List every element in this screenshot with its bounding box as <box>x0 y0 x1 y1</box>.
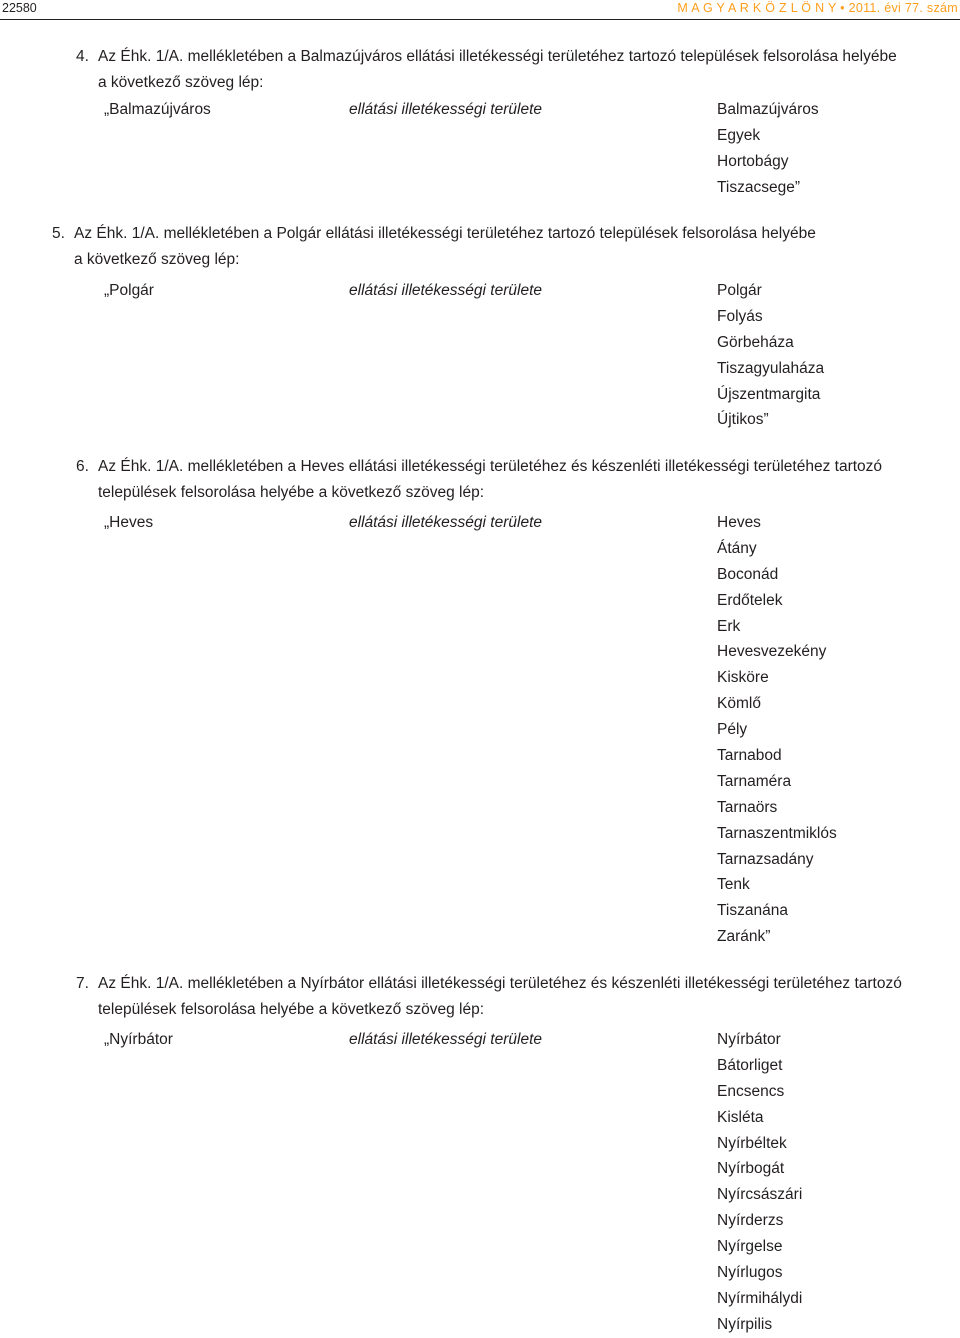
town-item: Zaránk” <box>717 928 771 946</box>
town-item: Hortobágy <box>717 152 789 170</box>
section-text: Az Éhk. 1/A. mellékletében a Balmazújváros ellátási illetékességi területéhez tartozó települések felsorolása helyébe <box>98 48 897 65</box>
section-text: Az Éhk. 1/A. mellékletében a Nyírbátor ellátási illetékességi területéhez és készenléti illetékességi területéhez tartozó <box>98 975 902 992</box>
district-name: „Balmazújváros <box>104 101 211 118</box>
town-item: Tarnaméra <box>717 772 792 790</box>
section-6-intro <box>76 454 958 506</box>
section-number: 7. <box>76 975 89 992</box>
section-text-cont: települések felsorolása helyébe a következő szöveg lép: <box>98 484 485 501</box>
town-item: Tiszagyulaháza <box>717 359 825 377</box>
town-item: Nyírbogát <box>717 1160 785 1178</box>
page-header <box>0 0 960 17</box>
town-item: Kömlő <box>717 695 761 713</box>
section-text: Az Éhk. 1/A. mellékletében a Heves ellátási illetékességi területéhez és készenléti illetékességi területéhez tartozó <box>98 458 883 475</box>
area-label: ellátási illetékességi területe <box>349 514 542 531</box>
area-label: ellátási illetékességi területe <box>349 101 542 118</box>
section-number: 5. <box>52 225 65 242</box>
section-number: 6. <box>76 458 89 475</box>
town-item: Görbeháza <box>717 333 794 351</box>
town-item: Újszentmargita <box>717 385 821 403</box>
town-list <box>717 97 819 201</box>
town-item: Tiszacsege” <box>717 178 800 196</box>
town-item: Balmazújváros <box>717 101 819 118</box>
section-4-intro <box>76 44 958 96</box>
town-list <box>717 1027 802 1338</box>
district-name: „Nyírbátor <box>104 1031 173 1048</box>
page-number: 22580 <box>2 1 37 15</box>
district-name: „Polgár <box>104 282 154 299</box>
town-item: Tarnabod <box>717 747 782 765</box>
section-text: Az Éhk. 1/A. mellékletében a Polgár ellátási illetékességi területéhez tartozó települések felsorolása helyébe <box>74 225 816 242</box>
town-item: Tarnaszentmiklós <box>717 824 837 842</box>
town-item: Tarnazsadány <box>717 850 814 868</box>
town-item: Bátorliget <box>717 1056 783 1074</box>
town-item: Boconád <box>717 565 779 583</box>
town-list <box>717 510 837 950</box>
town-item: Nyírderzs <box>717 1212 784 1230</box>
area-label: ellátási illetékességi területe <box>349 1031 542 1048</box>
town-item: Erdőtelek <box>717 591 783 609</box>
town-item: Nyírpilis <box>717 1315 773 1333</box>
town-item: Nyírbátor <box>717 1031 781 1048</box>
town-item: Nyírgelse <box>717 1238 783 1256</box>
district-name: „Heves <box>104 514 154 531</box>
area-label: ellátási illetékességi területe <box>349 282 542 299</box>
town-item: Nyírmihálydi <box>717 1289 803 1307</box>
town-item: Hevesvezekény <box>717 643 827 661</box>
section-7-intro <box>76 971 958 1023</box>
town-item: Tenk <box>717 876 750 894</box>
section-text-cont: települések felsorolása helyébe a következő szöveg lép: <box>98 1001 485 1018</box>
town-item: Polgár <box>717 282 762 299</box>
town-item: Pély <box>717 721 748 739</box>
town-item: Nyírbéltek <box>717 1134 787 1152</box>
town-item: Kisléta <box>717 1108 764 1126</box>
town-item: Erk <box>717 617 741 635</box>
section-number: 4. <box>76 48 89 65</box>
town-item: Nyírlugos <box>717 1264 783 1282</box>
town-list <box>717 278 824 433</box>
town-item: Tiszanána <box>717 902 788 920</box>
section-text-cont: a következő szöveg lép: <box>74 251 240 268</box>
town-item: Encsencs <box>717 1082 785 1100</box>
town-item: Egyek <box>717 126 761 144</box>
town-item: Újtikos” <box>717 411 769 429</box>
header-rule <box>0 19 960 20</box>
town-item: Átány <box>717 539 757 557</box>
town-item: Nyírcsászári <box>717 1186 803 1204</box>
town-item: Tarnaörs <box>717 798 778 816</box>
town-item: Kisköre <box>717 669 769 687</box>
section-text-cont: a következő szöveg lép: <box>98 74 264 91</box>
section-5-intro <box>52 221 958 273</box>
journal-title: M A G Y A R K Ö Z L Ö N Y • 2011. évi 77. szám <box>677 1 958 15</box>
town-item: Folyás <box>717 307 763 325</box>
town-item: Heves <box>717 514 761 531</box>
